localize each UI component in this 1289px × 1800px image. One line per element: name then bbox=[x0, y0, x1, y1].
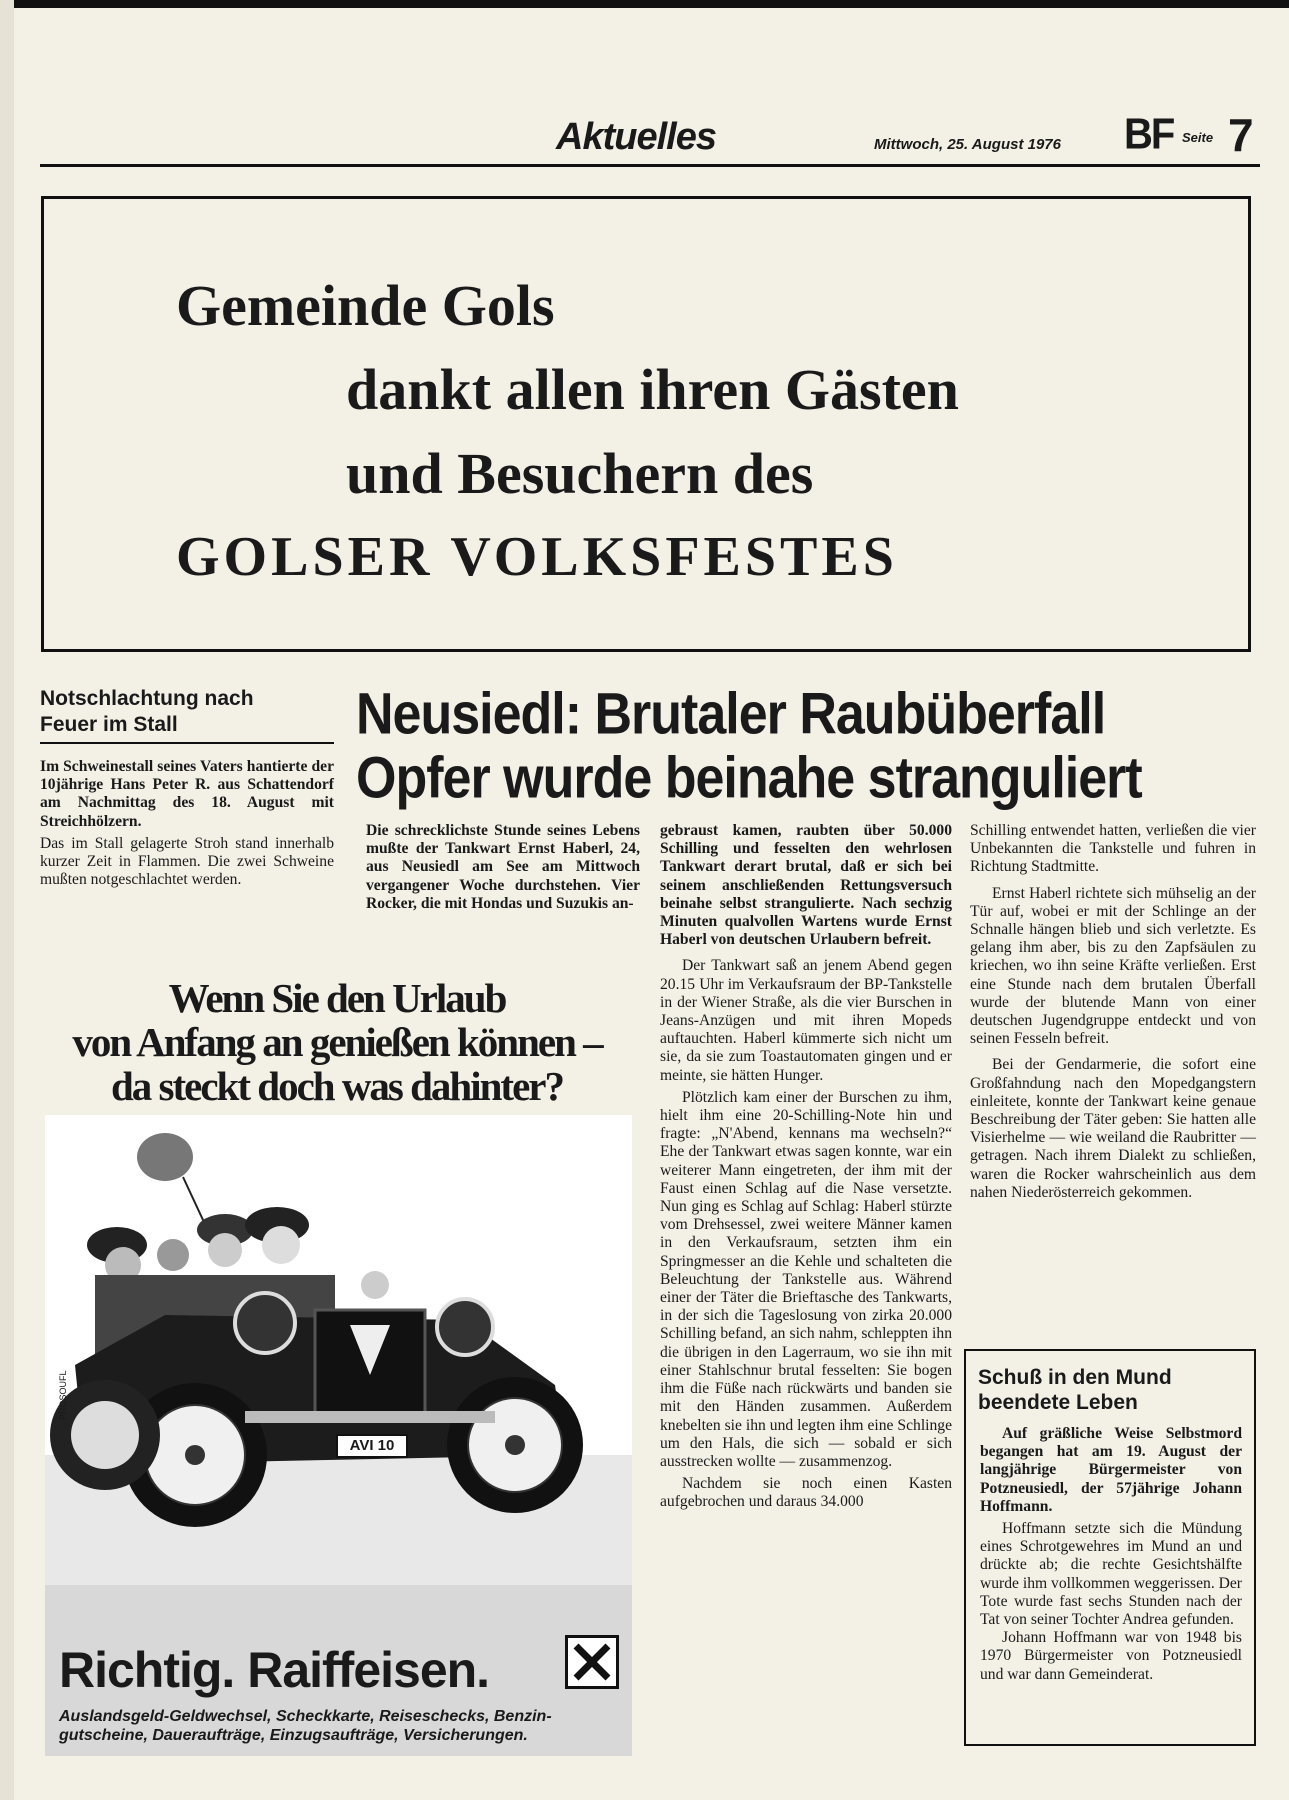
page-label: Seite bbox=[1182, 130, 1214, 145]
raiffeisen-slogan: Richtig. Raiffeisen. bbox=[59, 1642, 490, 1698]
main-headline-line-2: Opfer wurde beinahe stranguliert bbox=[356, 746, 1142, 811]
box-article-body bbox=[980, 1425, 1242, 1684]
newspaper-logo: BF bbox=[1124, 109, 1174, 159]
page-top-edge bbox=[0, 0, 1289, 8]
side-headline-line-2: Feuer im Stall bbox=[40, 713, 178, 736]
main-article-col3-p3: Bei der Gendarmerie, die sofort eine Großfahndung nach den Mopedgangstern einleitete, konnte der Tankwart keine genaue Beschreibung der Täter geben: Sie hatten alle Visierhelme — wie weiland die Raubritter — getragen. Nach ihrem Dialekt zu schließen, waren die Rocker wahrscheinlich aus dem nahen Niederösterreich gekommen. bbox=[970, 1056, 1256, 1201]
issue-date: Mittwoch, 25. August 1976 bbox=[874, 136, 1061, 153]
main-article-col3-p1: Schilling entwendet hatten, verließen die vier Unbekannten die Tankstelle und fuhren in Richtung Stadtmitte. bbox=[970, 822, 1256, 876]
main-article-col3 bbox=[970, 822, 1256, 1202]
photo-credit: PROSOUFL bbox=[58, 1370, 68, 1420]
box-headline-line-2: beendete Leben bbox=[978, 1391, 1138, 1414]
main-article-col2-p1: Der Tankwart saß an jenem Abend gegen 20.15 Uhr im Verkaufsraum der BP-Tankstelle in der Wiener Straße, als die vier Burschen in Jeans-Anzügen und mit ihren Mopeds auftauchten. Haberl kümmerte sich nicht um sie, da sie zum Toastautomaten gingen und er meinte, sie hätten Hunger. bbox=[660, 957, 952, 1084]
box-article-p1: Hoffmann setzte sich die Mündung eines Schrotgewehres im Mund an und drückte ab; die rechte Gesichtshälfte wurde ihm vollkommen weggerissen. Der Tote wurde fast sechs Stunden nach der Tat von seiner Tochter Andrea gefunden. bbox=[980, 1520, 1243, 1629]
box-article bbox=[964, 1349, 1256, 1746]
ad-line-4: GOLSER VOLKSFESTES bbox=[176, 526, 898, 588]
gols-advertisement bbox=[41, 196, 1251, 652]
main-article-lead-col1: Die schrecklichste Stunde seines Lebens mußte der Tankwart Ernst Haberl, 24, aus Neusiedl am See am Mittwoch vergangener Woche durchstehen. Vier Rocker, die mit Hondas und Suzukis an- bbox=[366, 822, 640, 912]
ad-headline-line-3: da steckt doch was dahinter? bbox=[111, 1063, 563, 1109]
vintage-car-photo bbox=[45, 1115, 632, 1585]
raiffeisen-banner bbox=[45, 1585, 632, 1756]
section-title: Aktuelles bbox=[556, 116, 716, 158]
side-article-body bbox=[40, 758, 334, 889]
header-rule bbox=[40, 164, 1260, 167]
services-line-2: gutscheine, Daueraufträge, Einzugsaufträge, Versicherungen. bbox=[59, 1727, 528, 1744]
page-number: 7 bbox=[1228, 109, 1254, 161]
main-article-col2-p3: Nachdem sie noch einen Kasten aufgebrochen und daraus 34.000 bbox=[660, 1475, 952, 1511]
main-headline-line-1: Neusiedl: Brutaler Raubüberfall bbox=[356, 682, 1106, 747]
vintage-car-illustration bbox=[45, 1115, 632, 1585]
box-article-lead: Auf gräßliche Weise Selbstmord begangen hat am 19. August der langjährige Bürgermeister von Potzneusiedl, der 57jährige Johann Hoffmann. bbox=[980, 1425, 1242, 1515]
box-article-headline bbox=[978, 1365, 1172, 1415]
ad-line-2: dankt allen ihren Gästen bbox=[346, 357, 959, 422]
side-headline-rule bbox=[40, 742, 334, 744]
ad-line-1: Gemeinde Gols bbox=[176, 273, 555, 338]
box-article-p2: Johann Hoffmann war von 1948 bis 1970 Bürgermeister von Potzneusiedl und war dann Gemeinderat. bbox=[980, 1629, 1242, 1683]
license-plate: AVI 10 bbox=[349, 1437, 395, 1454]
ad-headline-line-2: von Anfang an genießen können – bbox=[72, 1019, 602, 1065]
raiffeisen-ad-headline bbox=[40, 976, 634, 1108]
side-article-headline bbox=[40, 686, 332, 738]
side-headline-line-1: Notschlachtung nach bbox=[40, 687, 254, 710]
box-headline-line-1: Schuß in den Mund bbox=[978, 1366, 1172, 1389]
ad-line-3: und Besuchern des bbox=[346, 441, 814, 506]
main-article-col3-p2: Ernst Haberl richtete sich mühselig an der Tür auf, wobei er mit der Schlinge an der Schnalle hängen blieb und sich verletzte. Es gelang ihm aber, bis zu den Zapfsäulen zu kriechen, wo ihn seine Kräfte verließen. Erst eine Stunde nach dem brutalen Überfall wurde der blutende Mann von einer deutschen Jugendgruppe entdeckt und von seinen Fesseln befreit. bbox=[970, 884, 1256, 1048]
side-article-text: Das im Stall gelagerte Stroh stand innerhalb kurzer Zeit in Flammen. Die zwei Schweine mußten notgeschlachtet werden. bbox=[40, 834, 334, 889]
side-article-lead: Im Schweinestall seines Vaters hantierte der 10jährige Hans Peter R. aus Schattendorf am Nachmittag des 18. August mit Streichhölzern. bbox=[40, 758, 334, 830]
services-line-1: Auslandsgeld-Geldwechsel, Scheckkarte, Reiseschecks, Benzin- bbox=[59, 1708, 552, 1725]
raiffeisen-services bbox=[59, 1707, 625, 1745]
main-article-col2 bbox=[660, 822, 952, 1512]
page-left-edge bbox=[0, 0, 14, 1800]
ad-headline-line-1: Wenn Sie den Urlaub bbox=[168, 975, 506, 1021]
main-article-col2-p2: Plötzlich kam einer der Burschen zu ihm, hielt ihm eine 20-Schilling-Note hin und fragte: „N'Abend, kennans ma wechseln?“ Ehe der Tankwart etwas sagen konnte, war ein weiterer Mann eingetreten, der ihm mit der Faust einen Schlag auf die Nase versetzte. Nun ging es Schlag auf Schlag: Haberl stürzte vom Drehsessel, zwei weitere Männer kamen in den Verkaufsraum, setzten ihm ein Springmesser an die Kehle und schalteten die Beleuchtung der Tankstelle aus. Während einer der Täter die Brieftasche des Tankwarts, in der sich die Tageslosung von zirka 20.000 Schilling befand, an sich nahm, schleppten ihn die übrigen in den Lagerraum, wo sie ihn mit einer Stahlschnur brutal fesselten: Sie bogen ihm die Füße nach rückwärts und banden sie mit den Händen zusammen. Außerdem knebelten sie ihn und legten ihm eine Schlinge um den Hals, die sich — sobald er sich ausstrecken wollte — zusammenzog. bbox=[660, 1088, 952, 1470]
raiffeisen-logo-icon bbox=[565, 1635, 619, 1689]
main-article-lead-col2: gebraust kamen, raubten über 50.000 Schilling und fesselten den wehrlosen Tankwart derart brutal, daß er sich bei seinem anschließenden Rettungsversuch beinahe selbst stranguliertе. Nach sechzig Minuten qualvollen Wartens wurde Ernst Haberl von deutschen Urlaubern befreit. bbox=[660, 822, 952, 949]
